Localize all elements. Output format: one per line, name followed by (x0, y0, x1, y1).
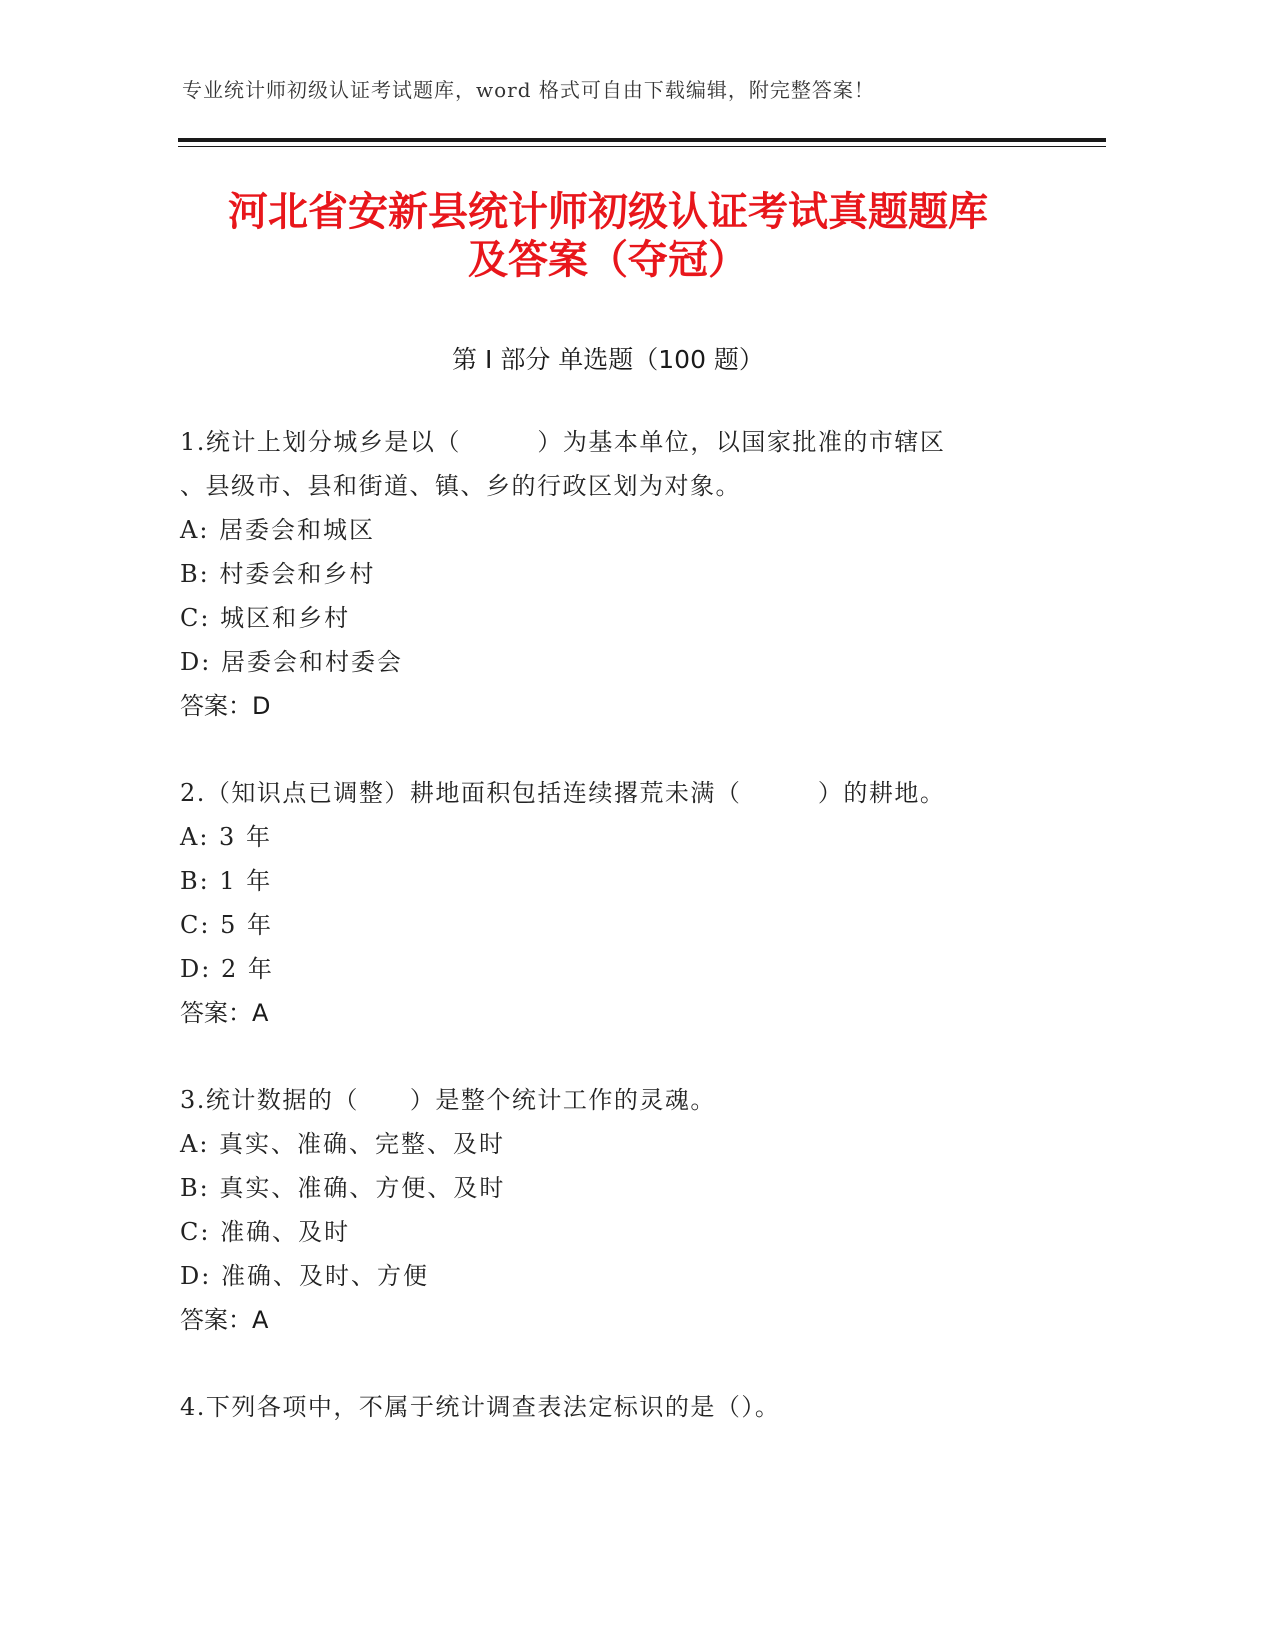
question-3-stem: 3.统计数据的（ ）是整个统计工作的灵魂。 (180, 1086, 716, 1114)
section-title: 第 I 部分 单选题（100 题） (452, 345, 764, 374)
question-2-option-b: B: 1 年 (180, 867, 273, 895)
question-2-option-a: A: 3 年 (180, 823, 272, 851)
question-1-option-d: D: 居委会和村委会 (180, 648, 403, 676)
question-1-answer: 答案：D (180, 692, 271, 720)
question-3-option-b: B: 真实、准确、方便、及时 (180, 1174, 506, 1202)
document-title (178, 188, 1038, 284)
document-title-line-1: 河北省安新县统计师初级认证考试真题题库 (228, 189, 988, 235)
question-3-option-d: D: 准确、及时、方便 (180, 1262, 429, 1290)
question-2-stem: 2.（知识点已调整）耕地面积包括连续撂荒未满（ ）的耕地。 (180, 779, 946, 807)
question-3-option-c: C: 准确、及时 (180, 1218, 351, 1246)
question-1-stem-line-2: 、县级市、县和街道、镇、乡的行政区划为对象。 (180, 472, 741, 500)
question-2 (180, 771, 1060, 1035)
question-4 (180, 1385, 1060, 1429)
question-2-option-c: C: 5 年 (180, 911, 273, 939)
question-1-option-b: B: 村委会和乡村 (180, 560, 376, 588)
header-rule-thin (178, 146, 1106, 147)
question-3-option-a: A: 真实、准确、完整、及时 (180, 1130, 506, 1158)
question-3-answer: 答案：A (180, 1306, 269, 1334)
question-1-option-a: A: 居委会和城区 (180, 516, 376, 544)
question-list (180, 420, 1060, 1472)
header-note: 专业统计师初级认证考试题库，word 格式可自由下载编辑，附完整答案！ (182, 78, 875, 102)
question-2-answer: 答案：A (180, 999, 269, 1027)
question-1 (180, 420, 1060, 728)
header-rule-thick (178, 138, 1106, 142)
question-2-option-d: D: 2 年 (180, 955, 274, 983)
question-3 (180, 1078, 1060, 1342)
question-4-stem: 4.下列各项中，不属于统计调查表法定标识的是（）。 (180, 1393, 781, 1421)
question-1-stem (180, 420, 1060, 508)
question-1-stem-line-1: 1.统计上划分城乡是以（ ）为基本单位，以国家批准的市辖区 (180, 428, 946, 456)
document-title-line-2: 及答案（夺冠） (468, 237, 748, 283)
question-1-option-c: C: 城区和乡村 (180, 604, 351, 632)
